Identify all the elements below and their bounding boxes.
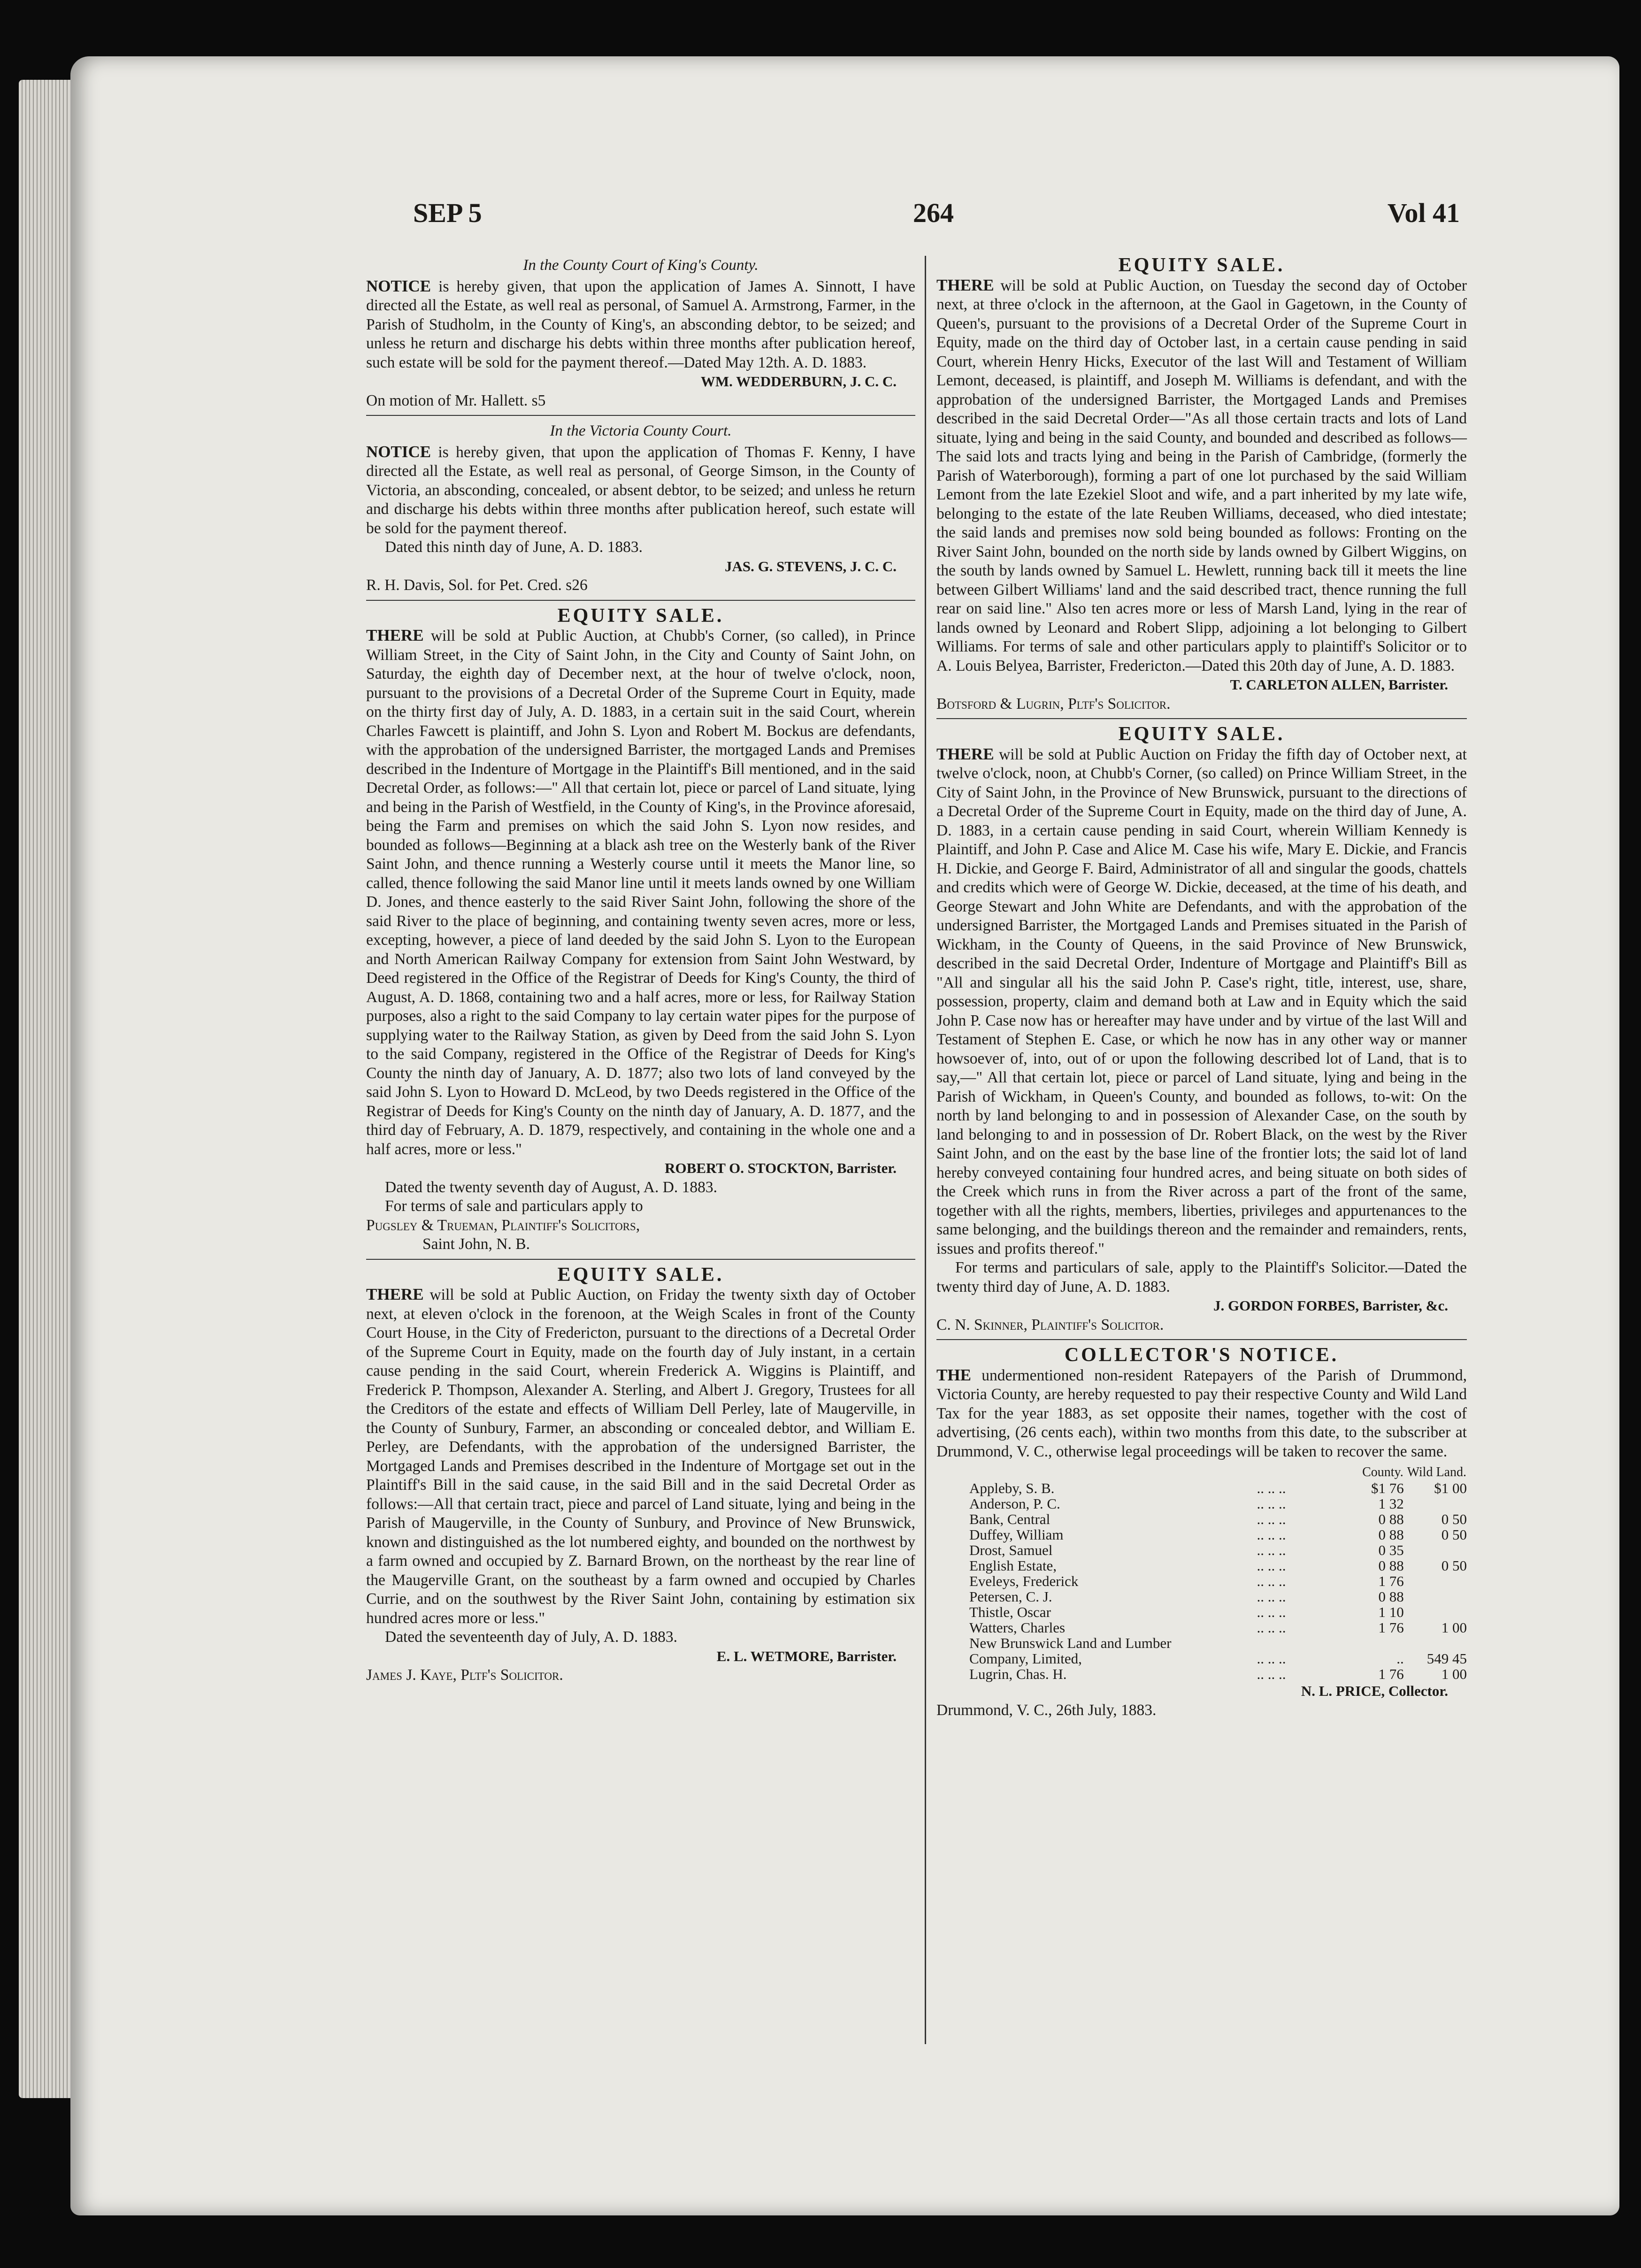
header-page-number: 264 [913,198,954,228]
notice-body: will be sold at Public Auction on Friday the fifth day of October next, at twelve o'clock, noon, at Chubb's Corner, (so called) on Prince William Street, in the City of Saint John, in the Province of New Brunswick, pursuant to the directions of a Decretal Order of the Supreme Court in Equity, made on the third day of June, A. D. 1883, in a certain cause pending in said Court, wherein William Kennedy is Plaintiff, and John P. Case and Alice M. Case his wife, Mary E. Dickie, and Francis H. Dickie, and George F. Baird, Administrator of all and singular the goods, chattels and credits which were of George W. Dickie, deceased, at the time of his death, and George Stewart and John White are Defendants, and with the approbation of the undersigned Barrister, the Mortgaged Lands and Premises situated in the Parish of Wickham, in the County of Queens, in the said Province of New Brunswick, described in the said Decretal Order, Indenture of Mortgage and Plaintiff's Bill as "All and singular all his the said John P. Case's right, title, interest, use, share, possession, property, claim and demand both at Law and in Equity which the said John P. Case now has or hereafter may have under and by virtue of the last Will and Testament of Stephen E. Case, or which he now has in any other way or manner howsoever of, into, out of or upon the following described lot of Land, that is to say,—" All that certain lot, piece or parcel of Land situate, lying and being in the Parish of Wickham, in Queen's County, and bounded as follows, to-wit: On the north by land belonging to and in possession of Alexander Case, on the south by land belonging to and in possession of Dr. Robert Black, on the west by the River Saint John, and on the east by the base line of the frontier lots; the said lot of land hereby conveyed containing four hundred acres, and being situate on both sides of the Creek which runs in from the River across a part of the front of the same, together with all the rights, members, liberties, privileges and appurtenances to the same belonging, and the buildings thereon and the remainder and remainders, rents, issues and profits thereof." [936,745,1467,1257]
notice-kings-county [366,256,915,410]
signature: N. L. PRICE, Collector. [1301,1683,1448,1699]
wild-land-tax: 0 50 [1441,1511,1467,1527]
dated-line: Dated the twenty seventh day of August, A. D. 1883. [385,1178,718,1196]
county-tax: 0 35 [1378,1542,1404,1558]
notice-title: COLLECTOR'S NOTICE. [1064,1344,1339,1366]
court-heading: In the Victoria County Court. [550,422,732,439]
table-row [936,1511,1467,1527]
ratepayer-name: Lugrin, Chas. H. [969,1666,1067,1682]
county-tax: $1 76 [1371,1480,1404,1496]
ratepayer-name: New Brunswick Land and Lumber [969,1635,1172,1651]
motion-line: On motion of Mr. Hallett. s5 [366,391,546,409]
left-column [366,256,915,1685]
notice-text [366,626,915,1159]
table-row [936,1527,1467,1542]
leader-dots: .. .. .. [1257,1495,1286,1512]
ratepayer-name: Watters, Charles [969,1619,1066,1636]
solicitor-line: James J. Kaye, Pltf's Solicitor. [366,1666,563,1684]
county-tax: 1 10 [1378,1604,1404,1620]
solicitor-line: Botsford & Lugrin, Pltf's Solicitor. [936,695,1171,713]
table-row [936,1635,1467,1651]
wild-land-tax: 1 00 [1441,1666,1467,1682]
notice-body: will be sold at Public Auction, at Chubb's Corner, (so called), in Prince William Street, in the City of Saint John, in the City and County of Saint John, on Saturday, the eighth day of December next, at the hour of twelve o'clock, noon, pursuant to the provisions of a Decretal Order of the Supreme Court in Equity, made on the thirty first day of July, A. D. 1883, in a certain suit in the said Court, wherein Charles Fawcett is plaintiff, and John S. Lyon and Robert M. Bockus are defendants, with the approbation of the undersigned Barrister, the mortgaged Lands and Premises described in the Indenture of Mortgage in the Plaintiff's Bill mentioned, and in the said Decretal Order, as follows:—" All that certain lot, piece or parcel of Land situate, lying and being in the Parish of Westfield, in the County of King's, in the Province aforesaid, being the Farm and premises on which the said John S. Lyon now resides, and bounded as follows—Beginning at a black ash tree on the Westerly bank of the River Saint John, and thence running a Westerly course until it meets the Manor line, so called, thence following the said Manor line until it meets lands owned by one William D. Jones, and thence easterly to the said River Saint John, following the shore of the said River to the place of beginning, and containing twenty seven acres, more or less, excepting, however, a piece of land deeded by the said John S. Lyon to the European and North American Railway Company for extension from Saint John Westward, by Deed registered in the Office of the Registrar of Deeds for King's County, the third of August, A. D. 1868, containing two and a half acres, more or less, for Railway Station purposes, also a right to the said Company to lay certain water pipes for the purpose of supplying water to the Railway Station, as given by Deed from the said John S. Lyon to the said Company, registered in the Office of the Registrar of Deeds for King's County the ninth day of January, A. D. 1877; also two lots of land conveyed by the said John S. Lyon to Howard D. McLeod, by two Deeds registered in the Office of the Registrar of Deeds for King's County on the ninth day of January, A. D. 1877, and the third day of February, A. D. 1879, respectively, and containing in the whole one and a half acres, more or less." [366,627,915,1158]
notice-lead: NOTICE [366,276,431,295]
notice-lead: NOTICE [366,442,431,461]
ratepayer-name: Anderson, P. C. [969,1495,1060,1512]
notice-text [366,443,915,538]
county-tax: 0 88 [1378,1588,1404,1605]
wild-land-tax: $1 00 [1434,1480,1467,1496]
ratepayer-name: Bank, Central [969,1511,1051,1527]
notice-text [936,1366,1467,1462]
solicitor-line: Pugsley & Trueman, Plaintiff's Solicitors, [366,1216,640,1234]
county-tax: .. [1396,1650,1404,1667]
ratepayer-name: Petersen, C. J. [969,1588,1052,1605]
ratepayer-name: Eveleys, Frederick [969,1573,1079,1589]
table-row [936,1496,1467,1511]
rule [936,1339,1467,1340]
equity-sale-fawcett [366,606,915,1254]
notice-body: is hereby given, that upon the application of Thomas F. Kenny, I have directed all the Estate, as well real as personal, of George Simson, in the County of Victoria, an absconding, concealed, or absent debtor, to be seized; and unless he return and discharge his debts within three months after publication hereof, such estate will be sold for the payment thereof. [366,443,915,537]
solicitor-line: R. H. Davis, Sol. for Pet. Cred. s26 [366,576,588,594]
leader-dots: .. .. .. [1257,1604,1286,1620]
leader-dots: .. .. .. [1257,1666,1286,1682]
table-row [936,1542,1467,1558]
leader-dots: .. .. .. [1257,1526,1286,1543]
notice-lead: THERE [366,1285,424,1303]
signature: T. CARLETON ALLEN, Barrister. [1230,676,1448,693]
rule [936,718,1467,719]
notice-text [936,276,1467,676]
header-volume: Vol 41 [1387,198,1460,228]
terms-line: For terms and particulars of sale, apply to the Plaintiff's Solicitor.—Dated the twenty third day of June, A. D. 1883. [936,1259,1467,1295]
notice-title: EQUITY SALE. [557,605,724,627]
county-tax: 1 76 [1378,1573,1404,1589]
dated-line: Drummond, V. C., 26th July, 1883. [936,1701,1157,1719]
leader-dots: .. .. .. [1257,1573,1286,1589]
equity-sale-kennedy [936,725,1467,1334]
terms-line: For terms of sale and particulars apply to [385,1197,643,1215]
county-tax: 0 88 [1378,1557,1404,1574]
page-header [413,197,1460,230]
solicitor-address: Saint John, N. B. [422,1235,530,1253]
notice-text [366,1285,915,1628]
county-tax: 0 88 [1378,1511,1404,1527]
notice-text [936,745,1467,1259]
wild-land-tax [1404,1496,1467,1511]
column-header-wild-land: Wild Land. [1407,1465,1466,1479]
equity-sale-hicks [936,256,1467,713]
notice-text [366,277,915,373]
collectors-notice [936,1346,1467,1720]
column-divider [925,256,926,2044]
dated-line: Dated the seventeenth day of July, A. D. 1883. [385,1628,678,1646]
leader-dots: .. .. .. [1257,1588,1286,1605]
table-row [936,1480,1467,1496]
ratepayers-rows [936,1480,1467,1682]
notice-lead: THE [936,1365,971,1384]
notice-title: EQUITY SALE. [1118,254,1285,276]
rule [366,600,915,601]
ratepayer-name: English Estate, [969,1557,1057,1574]
rule [366,415,915,416]
court-heading: In the County Court of King's County. [523,257,759,274]
right-column [936,256,1467,1720]
county-tax: 0 88 [1378,1526,1404,1543]
wild-land-tax: 0 50 [1441,1526,1467,1543]
notice-body: will be sold at Public Auction, on Tuesday the second day of October next, at three o'clock in the afternoon, at the Gaol in Gagetown, in the County of Queen's, pursuant to the provisions of a Decretal Order of the Supreme Court in Equity, made on the third day of October last, in a certain cause pending in said Court, wherein Henry Hicks, Executor of the last Will and Testament of William Lemont, deceased, is plaintiff, and Joseph M. Williams is defendant, and with the approbation of the undersigned Barrister, the Mortgaged Lands and Premises described in the said Decretal Order—"As all those certain tracts and lots of Land situate, lying and being in the said County, and bounded and described as follows—The said lots and tracts lying and being in the Parish of Cambridge, (formerly the Parish of Waterborough), forming a part of one lot purchased by the said William Lemont from the late Ezekiel Sloot and wife, and a part inherited by my late wife, belonging to the estate of the late Reuben Williams, deceased, who died intestate; the said lands and premises now sold being bounded as follows: Fronting on the River Saint John, bounded on the north side by lands owned by Gilbert Wiggins, on the south by lands owned by Samuel L. Hewlett, running back till it meets the line between Gilbert Williams' land and the said described tract, thence running the full rear on said line." Also ten acres more or less of Marsh Land, lying in the rear of lands owned by Leonard and Robert Slipp, adjoining a lot belonging to Gilbert Williams. For terms of sale and other particulars apply to plaintiff's Solicitor or to A. Louis Belyea, Barrister, Fredericton.—Dated this 20th day of June, A. D. 1883. [936,276,1467,674]
dated-line: Dated this ninth day of June, A. D. 1883. [385,538,643,556]
table-header-row [936,1464,1467,1480]
notice-lead: THERE [936,276,994,294]
wild-land-tax [1404,1542,1467,1558]
table-row [936,1666,1467,1682]
ratepayer-name: Appleby, S. B. [969,1480,1055,1496]
wild-land-tax: 1 00 [1441,1619,1467,1636]
leader-dots: .. .. .. [1257,1511,1286,1527]
notice-body: will be sold at Public Auction, on Friday the twenty sixth day of October next, at eleven o'clock in the forenoon, at the Weigh Scales in front of the County Court House, in the City of Fredericton, pursuant to the directions of a Decretal Order of the Supreme Court in Equity, made on the fourth day of July instant, in a certain cause pending in the said Court, wherein Frederick A. Wiggins is Plaintiff, and Frederick P. Thompson, Alexander A. Sterling, and Albert J. Gregory, Trustees for all the Creditors of the estate and effects of William Dell Perley, late of Maugerville, in the County of Sunbury, Farmer, an absconding or concealed debtor, and William E. Perley, are Defendants, with the approbation of the undersigned Barrister, the Mortgaged Lands and Premises described in the Indenture of Mortgage set out in the Plaintiff's Bill in the said cause, in the said Bill and in the said Decretal Order as follows:—All that certain tract, piece and parcel of Land situate, lying and being in the Parish of Maugerville, in the County of Sunbury, and Province of New Brunswick, known and distinguished as the lot numbered eighty, and bounded on the northwest by a farm owned and occupied by Z. Barnard Brown, on the northeast by the rear line of the Maugerville Grant, on the southeast by a farm owned and occupied by Charles Currie, and on the southwest by the River Saint John, containing by estimation six hundred acres more or less." [366,1286,915,1627]
ratepayer-name: Drost, Samuel [969,1542,1053,1558]
table-row [936,1558,1467,1573]
leader-dots: .. .. .. [1257,1619,1286,1636]
wild-land-tax: 0 50 [1441,1557,1467,1574]
signature: J. GORDON FORBES, Barrister, &c. [1213,1297,1448,1314]
county-tax [1341,1635,1403,1651]
leader-dots: .. .. .. [1257,1650,1286,1667]
county-tax: 1 76 [1378,1666,1404,1682]
notice-body: undermentioned non-resident Ratepayers of the Parish of Drummond, Victoria County, are hereby requested to pay their respective County and Wild Land Tax for the year 1883, as set opposite their names, together with the cost of advertising, (26 cents each), within two months from this date, to the subscriber at Drummond, V. C., otherwise legal proceedings will be taken to recover the same. [936,1366,1467,1460]
table-row [936,1620,1467,1635]
leader-dots [1257,1635,1341,1651]
ratepayer-name: Company, Limited, [969,1650,1082,1667]
wild-land-tax [1404,1589,1467,1604]
column-header-county: County. [1362,1465,1403,1479]
notice-body: is hereby given, that upon the application of James A. Sinnott, I have directed all the Estate, as well real as personal, of Samuel A. Armstrong, Farmer, in the Parish of Studholm, in the County of King's, an absconding debtor, to be seized; and unless he return and discharge his debts within three months after publication hereof, such estate will be sold for the payment thereof.—Dated May 12th. A. D. 1883. [366,277,915,371]
wild-land-tax [1404,1604,1467,1620]
signature: JAS. G. STEVENS, J. C. C. [724,558,897,575]
ratepayer-name: Thistle, Oscar [969,1604,1051,1620]
ratepayers-table [936,1464,1467,1682]
notice-victoria-county [366,421,915,595]
header-date: SEP 5 [413,198,482,228]
county-tax: 1 76 [1378,1619,1404,1636]
leader-dots: .. .. .. [1257,1542,1286,1558]
wild-land-tax [1404,1573,1467,1589]
wild-land-tax: 549 45 [1426,1650,1467,1667]
county-tax: 1 32 [1378,1495,1404,1512]
leader-dots: .. .. .. [1257,1557,1286,1574]
table-row [936,1651,1467,1666]
wild-land-tax [1404,1635,1467,1651]
signature: ROBERT O. STOCKTON, Barrister. [665,1160,897,1176]
signature: E. L. WETMORE, Barrister. [716,1647,897,1664]
rule [366,1259,915,1260]
notice-lead: THERE [936,744,994,763]
ratepayer-name: Duffey, William [969,1526,1064,1543]
notice-title: EQUITY SALE. [557,1264,724,1286]
leader-dots: .. .. .. [1257,1480,1286,1496]
table-row [936,1573,1467,1589]
solicitor-line: C. N. Skinner, Plaintiff's Solicitor. [936,1316,1164,1333]
signature: WM. WEDDERBURN, J. C. C. [700,373,897,390]
table-row [936,1604,1467,1620]
notice-lead: THERE [366,626,424,644]
equity-sale-wiggins [366,1265,915,1685]
table-row [936,1589,1467,1604]
notice-title: EQUITY SALE. [1118,723,1285,745]
